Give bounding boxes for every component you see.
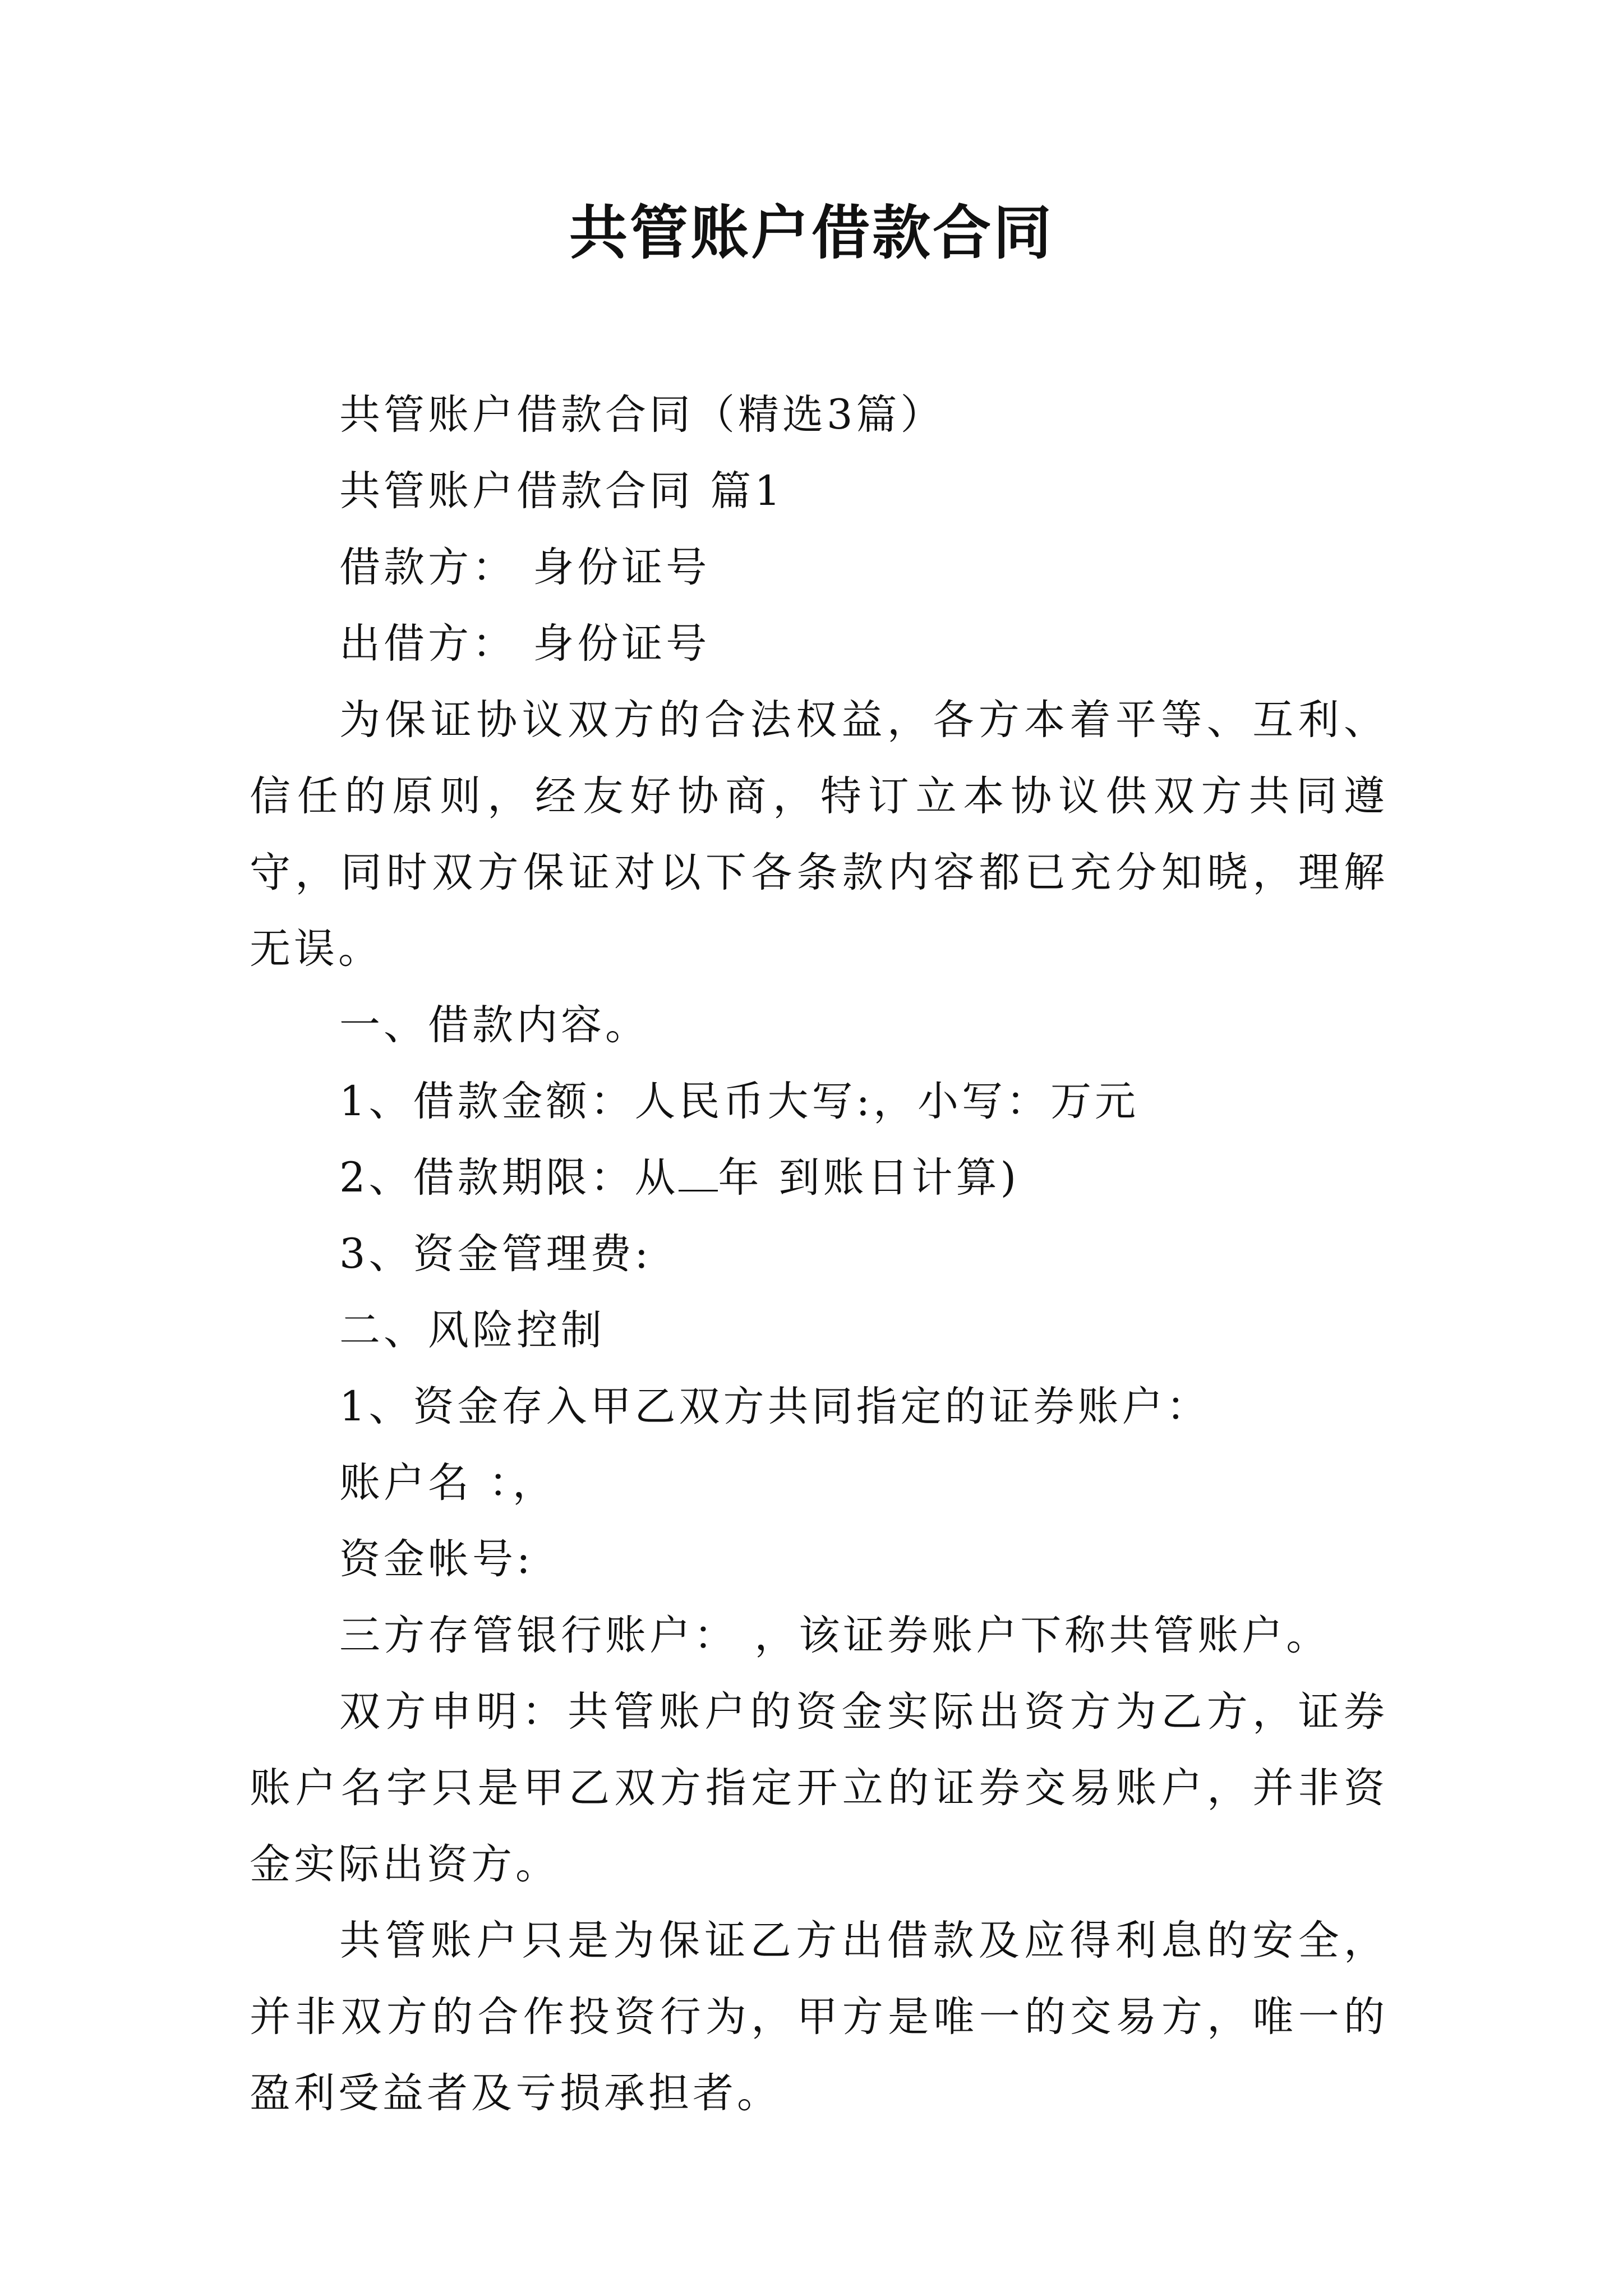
loan-term-suffix: 年 到账日计算) <box>718 1154 1020 1202</box>
paragraph-joint-account-purpose: 共管账户只是为保证乙方出借款及应得利息的安全，并非双方的合作投资行为，甲方是唯一的交易方，唯一的盈利受益者及亏损承担者。 <box>250 1917 1388 2117</box>
paragraph-loan-amount: 1、借款金额：人民币大写:，小写：万元 <box>339 1078 1140 1125</box>
paragraph-preamble: 为保证协议双方的合法权益，各方本着平等、互利、信任的原则，经友好协商，特订立本协议供双方共同遵守，同时双方保证对以下各条款内容都已充分知晓，理解无误。 <box>250 696 1388 973</box>
paragraph-management-fee: 3、资金管理费: <box>339 1230 652 1278</box>
paragraph-account-name: 账户名 ：， <box>339 1459 557 1507</box>
paragraph-custody-bank: 三方存管银行账户： ，该证券账户下称共管账户。 <box>339 1612 1331 1659</box>
paragraph-subtitle: 共管账户借款合同（精选3篇） <box>339 391 945 439</box>
fill-blank-line <box>679 1156 718 1191</box>
paragraph-loan-term <box>250 1140 1388 1216</box>
paragraph-lender: 出借方： 身份证号 <box>339 620 711 668</box>
document-body <box>250 377 1388 2132</box>
paragraph-declaration: 双方申明：共管账户的资金实际出资方为乙方，证券账户名字只是甲乙双方指定开立的证券交易账户，并非资金实际出资方。 <box>250 1688 1388 1888</box>
document-title: 共管账户借款合同 <box>569 199 1054 267</box>
paragraph-section-heading: 共管账户借款合同 篇1 <box>339 467 784 515</box>
loan-term-prefix: 2、借款期限：从 <box>339 1154 679 1202</box>
paragraph-joint-account: 1、资金存入甲乙双方共同指定的证券账户： <box>339 1383 1211 1430</box>
paragraph-fund-account: 资金帐号: <box>339 1535 534 1583</box>
paragraph-loan-content-heading: 一、借款内容。 <box>339 1001 649 1049</box>
paragraph-risk-control-heading: 二、风险控制 <box>339 1306 605 1354</box>
paragraph-borrower: 借款方： 身份证号 <box>339 544 711 591</box>
